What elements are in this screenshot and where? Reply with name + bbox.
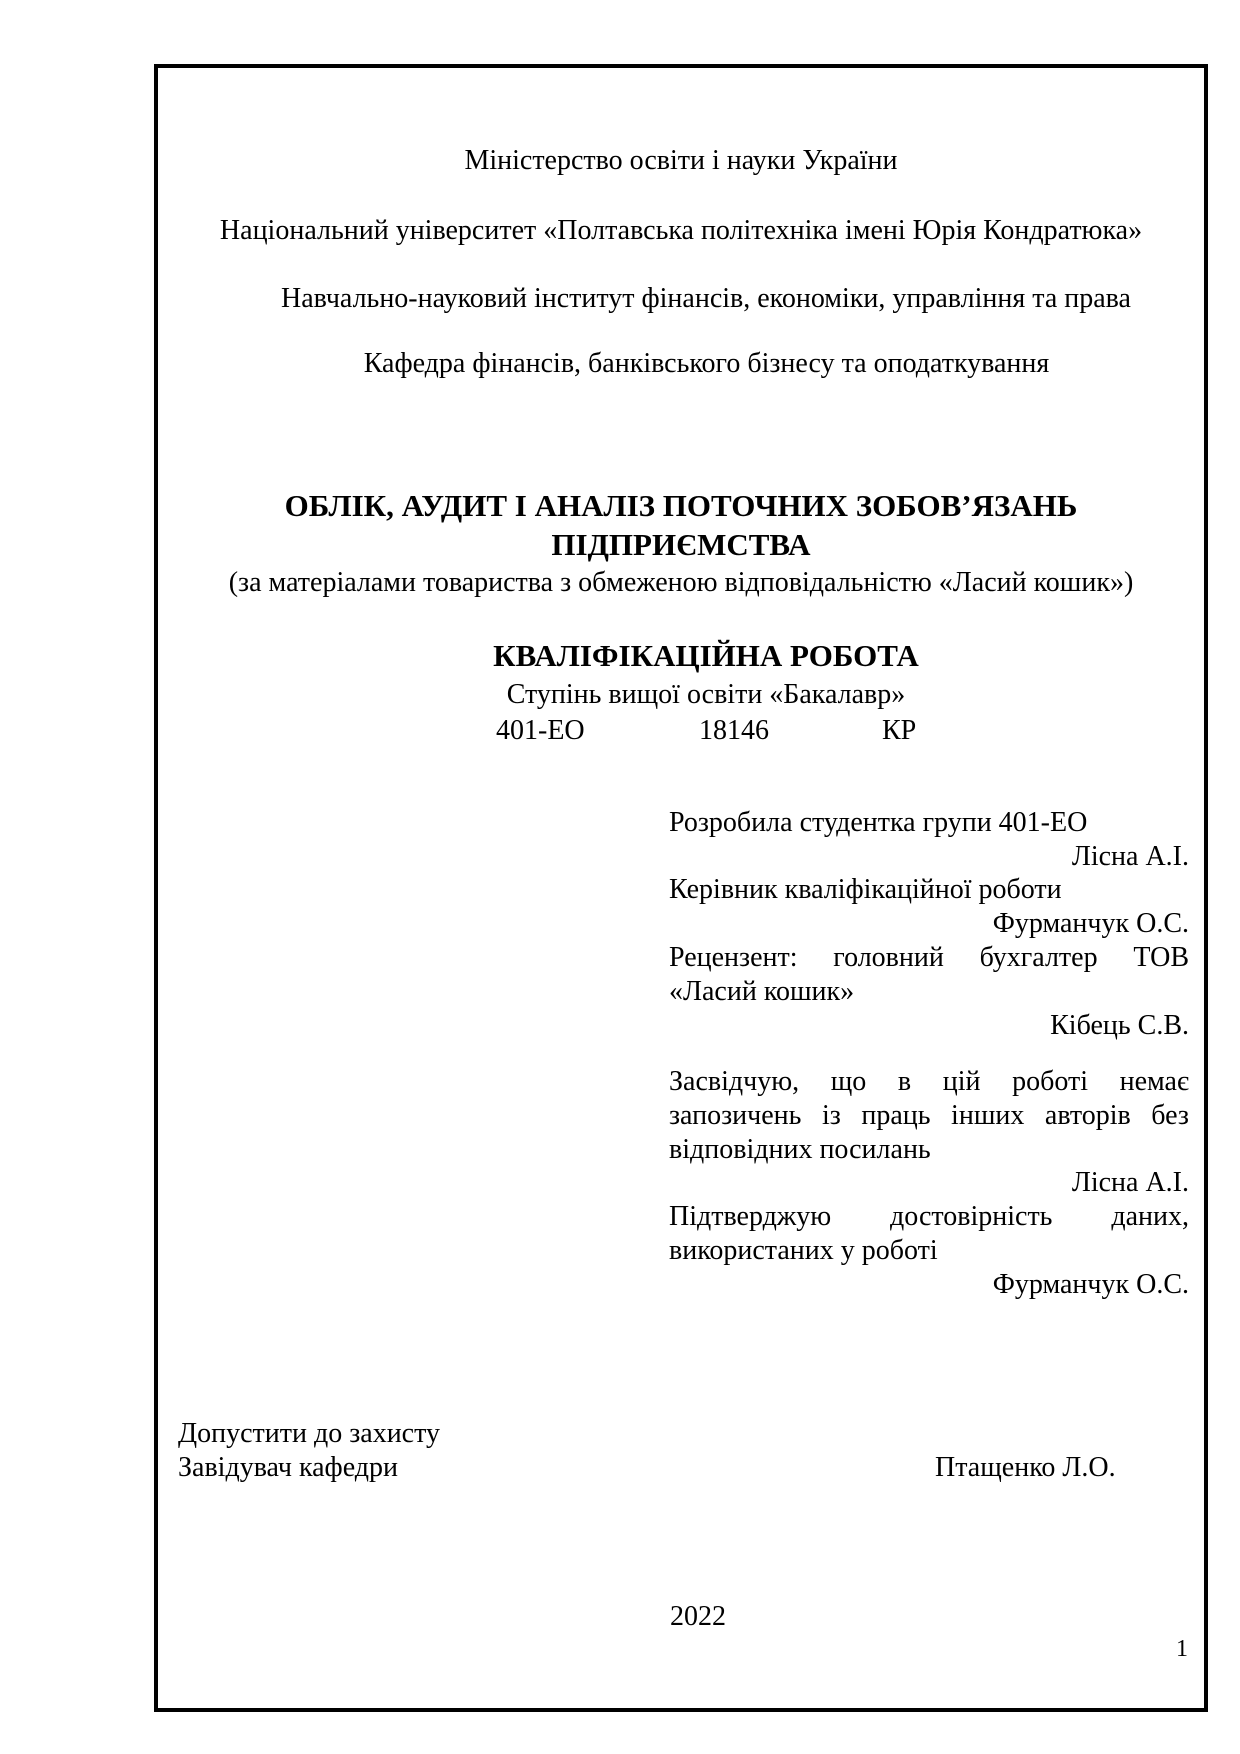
work-type: КВАЛІФІКАЦІЙНА РОБОТА — [493, 638, 919, 673]
certify-name: Лісна А.І. — [1071, 1167, 1189, 1198]
head-label: Завідувач кафедри — [178, 1452, 398, 1483]
reviewer-label: Рецензент: головний бухгалтер ТОВ — [669, 942, 1189, 973]
supervisor-label: Керівник кваліфікаційної роботи — [669, 874, 1062, 905]
head-name: Птащенко Л.О. — [935, 1452, 1116, 1483]
title-line-1: ОБЛІК, АУДИТ І АНАЛІЗ ПОТОЧНИХ ЗОБОВ’ЯЗАНЬ — [284, 488, 1078, 523]
work-code: КР — [882, 715, 917, 746]
work-number: 18146 — [699, 715, 769, 746]
institute: Навчально-науковий інститут фінансів, економіки, управління та права — [281, 283, 1131, 314]
group-code: 401-ЕО — [496, 715, 585, 746]
confirm-line-1: Підтверджую достовірність даних, — [669, 1201, 1189, 1232]
university: Національний університет «Полтавська політехніка імені Юрія Кондратюка» — [219, 215, 1143, 246]
year: 2022 — [670, 1601, 726, 1632]
reviewer-company: «Ласий кошик» — [669, 976, 855, 1007]
page-number: 1 — [1176, 1636, 1188, 1662]
certify-line-3: відповідних посилань — [669, 1134, 931, 1165]
student-name: Лісна А.І. — [1071, 841, 1189, 872]
confirm-name: Фурманчук О.С. — [992, 1269, 1189, 1300]
certify-line-2: запозичень із праць інших авторів без — [669, 1100, 1189, 1131]
department: Кафедра фінансів, банківського бізнесу та оподаткування — [363, 348, 1050, 379]
title-line-2: ПІДПРИЄМСТВА — [551, 527, 811, 562]
certify-line-1: Засвідчую, що в цій роботі немає — [669, 1066, 1189, 1097]
confirm-line-2: використаних у роботі — [669, 1235, 938, 1266]
developed-by: Розробила студентка групи 401-ЕО — [669, 807, 1088, 838]
ministry: Міністерство освіти і науки України — [464, 145, 898, 176]
supervisor-name: Фурманчук О.С. — [992, 908, 1189, 939]
subtitle: (за матеріалами товариства з обмеженою відповідальністю «Ласий кошик») — [228, 567, 1134, 598]
admit-label: Допустити до захисту — [178, 1418, 440, 1449]
reviewer-name: Кібець С.В. — [1050, 1010, 1189, 1041]
degree: Ступінь вищої освіти «Бакалавр» — [506, 679, 906, 710]
